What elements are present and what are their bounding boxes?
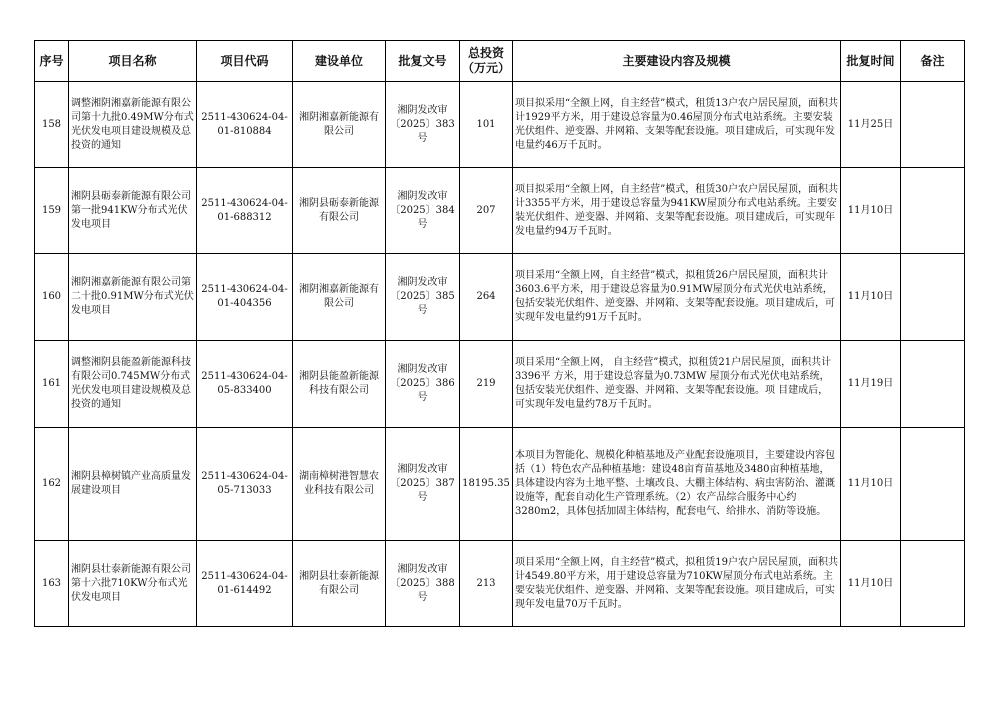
cell-remark (901, 168, 965, 254)
cell-code: 2511-430624-04-05-833400 (197, 341, 293, 428)
cell-date: 11月10日 (841, 428, 901, 541)
cell-remark (901, 541, 965, 627)
cell-seq: 161 (35, 341, 69, 428)
cell-name: 调整湘阴县能盈新能源科技有限公司0.745MW分布式光伏发电项目建设规模及总投资的通知 (69, 341, 197, 428)
cell-code: 2511-430624-04-01-688312 (197, 168, 293, 254)
header-name: 项目名称 (69, 41, 197, 82)
cell-unit: 湘阴湘嘉新能源有限公司 (293, 82, 386, 168)
cell-date: 11月10日 (841, 254, 901, 341)
cell-name: 湘阴县壮泰新能源有限公司第十六批710KW分布式光伏发电项目 (69, 541, 197, 627)
header-invest: 总投资（万元） (460, 41, 513, 82)
cell-invest: 207 (460, 168, 513, 254)
cell-doc: 湘阴发改审〔2025〕385号 (386, 254, 460, 341)
cell-unit: 湖南樟树港智慧农业科技有限公司 (293, 428, 386, 541)
project-approval-table (34, 40, 965, 627)
cell-invest: 264 (460, 254, 513, 341)
cell-name: 湘阴湘嘉新能源有限公司第二十批0.91MW分布式光伏发电项目 (69, 254, 197, 341)
cell-date: 11月25日 (841, 82, 901, 168)
cell-date: 11月19日 (841, 341, 901, 428)
cell-unit: 湘阴县壮泰新能源有限公司 (293, 541, 386, 627)
cell-doc: 湘阴发改审〔2025〕384号 (386, 168, 460, 254)
cell-invest: 213 (460, 541, 513, 627)
cell-remark (901, 341, 965, 428)
cell-name: 湘阴县樟树镇产业高质量发展建设项目 (69, 428, 197, 541)
header-doc: 批复文号 (386, 41, 460, 82)
cell-remark (901, 82, 965, 168)
cell-seq: 160 (35, 254, 69, 341)
cell-code: 2511-430624-04-05-713033 (197, 428, 293, 541)
cell-remark (901, 428, 965, 541)
cell-invest: 219 (460, 341, 513, 428)
cell-date: 11月10日 (841, 541, 901, 627)
cell-invest: 101 (460, 82, 513, 168)
header-row (35, 41, 965, 82)
table-row (35, 82, 965, 168)
cell-seq: 158 (35, 82, 69, 168)
cell-seq: 162 (35, 428, 69, 541)
cell-invest: 18195.35 (460, 428, 513, 541)
table-row (35, 254, 965, 341)
cell-unit: 湘阴县砺泰新能源有限公司 (293, 168, 386, 254)
cell-content: 项目拟采用“全额上网，自主经营”模式，租赁13户农户居民屋顶，面积共计1929平方米，用于建设总容量为0.46屋顶分布式电站系统。主要安装光伏组件、逆变器、并网箱、支架等配套设施。项目建成后，可实现年发电量约46万千瓦时。 (513, 82, 841, 168)
header-code: 项目代码 (197, 41, 293, 82)
cell-content: 项目采用“全额上网，自主经营”模式，拟租赁19户农户居民屋顶，面积共计4549.80平方米，用于建设总容量为710KW屋顶分布式电站系统。主要安装光伏组件、逆变器、并网箱、支架等配套设施。项目建成后，可实现年发电量70万千瓦时。 (513, 541, 841, 627)
cell-name: 调整湘阴湘嘉新能源有限公司第十九批0.49MW分布式光伏发电项目建设规模及总投资的通知 (69, 82, 197, 168)
table-row (35, 168, 965, 254)
cell-code: 2511-430624-04-01-810884 (197, 82, 293, 168)
cell-code: 2511-430624-04-01-614492 (197, 541, 293, 627)
header-remark: 备注 (901, 41, 965, 82)
table-row (35, 341, 965, 428)
cell-content: 项目拟采用“全额上网，自主经营”模式，租赁30户农户居民屋顶，面积共计3355平方米，用于建设总容量为941KW屋顶分布式电站系统。主要安装光伏组件、逆变器、并网箱、支架等配套设施。项目建成后，可实现年发电量约94万千瓦时。 (513, 168, 841, 254)
cell-doc: 湘阴发改审〔2025〕387号 (386, 428, 460, 541)
cell-doc: 湘阴发改审〔2025〕383号 (386, 82, 460, 168)
header-seq: 序号 (35, 41, 69, 82)
table-row (35, 428, 965, 541)
cell-date: 11月10日 (841, 168, 901, 254)
cell-content: 项目采用“全额上网， 自主经营”模式，拟租赁21户居民屋顶，面积共计3396平 方米，用于建设总容量为0.73MW 屋顶分布式光伏电站系统， 包括安装光伏组件、逆变器、并网箱、支架等配套设施。项 目建成后，可实现年发电量约78万千瓦时。 (513, 341, 841, 428)
cell-code: 2511-430624-04-01-404356 (197, 254, 293, 341)
cell-remark (901, 254, 965, 341)
header-date: 批复时间 (841, 41, 901, 82)
cell-seq: 163 (35, 541, 69, 627)
cell-doc: 湘阴发改审〔2025〕386号 (386, 341, 460, 428)
table-row (35, 541, 965, 627)
header-unit: 建设单位 (293, 41, 386, 82)
cell-unit: 湘阴县能盈新能源科技有限公司 (293, 341, 386, 428)
cell-seq: 159 (35, 168, 69, 254)
cell-unit: 湘阴湘嘉新能源有限公司 (293, 254, 386, 341)
cell-content: 项目采用“全额上网，自主经营”模式，拟租赁26户居民屋顶，面积共计3603.6平方米，用于建设总容量为0.91MW屋顶分布式光伏电站系统，包括安装光伏组件、逆变器、并网箱、支架等配套设施。项目建成后，可实现年发电量约91万千瓦时。 (513, 254, 841, 341)
cell-doc: 湘阴发改审〔2025〕388号 (386, 541, 460, 627)
header-content: 主要建设内容及规模 (513, 41, 841, 82)
cell-content: 本项目为智能化、规模化种植基地及产业配套设施项目，主要建设内容包括（1）特色农产品种植基地：建设48亩育苗基地及3480亩种植基地，具体建设内容为土地平整、土壤改良、大棚主体结构、病虫害防治、灌溉设施等，配套自动化生产管理系统。（2）农产品综合服务中心约3280m2，具体包括加固主体结构，配套电气、给排水、消防等设施。 (513, 428, 841, 541)
cell-name: 湘阴县砺泰新能源有限公司第一批941KW分布式光伏发电项目 (69, 168, 197, 254)
